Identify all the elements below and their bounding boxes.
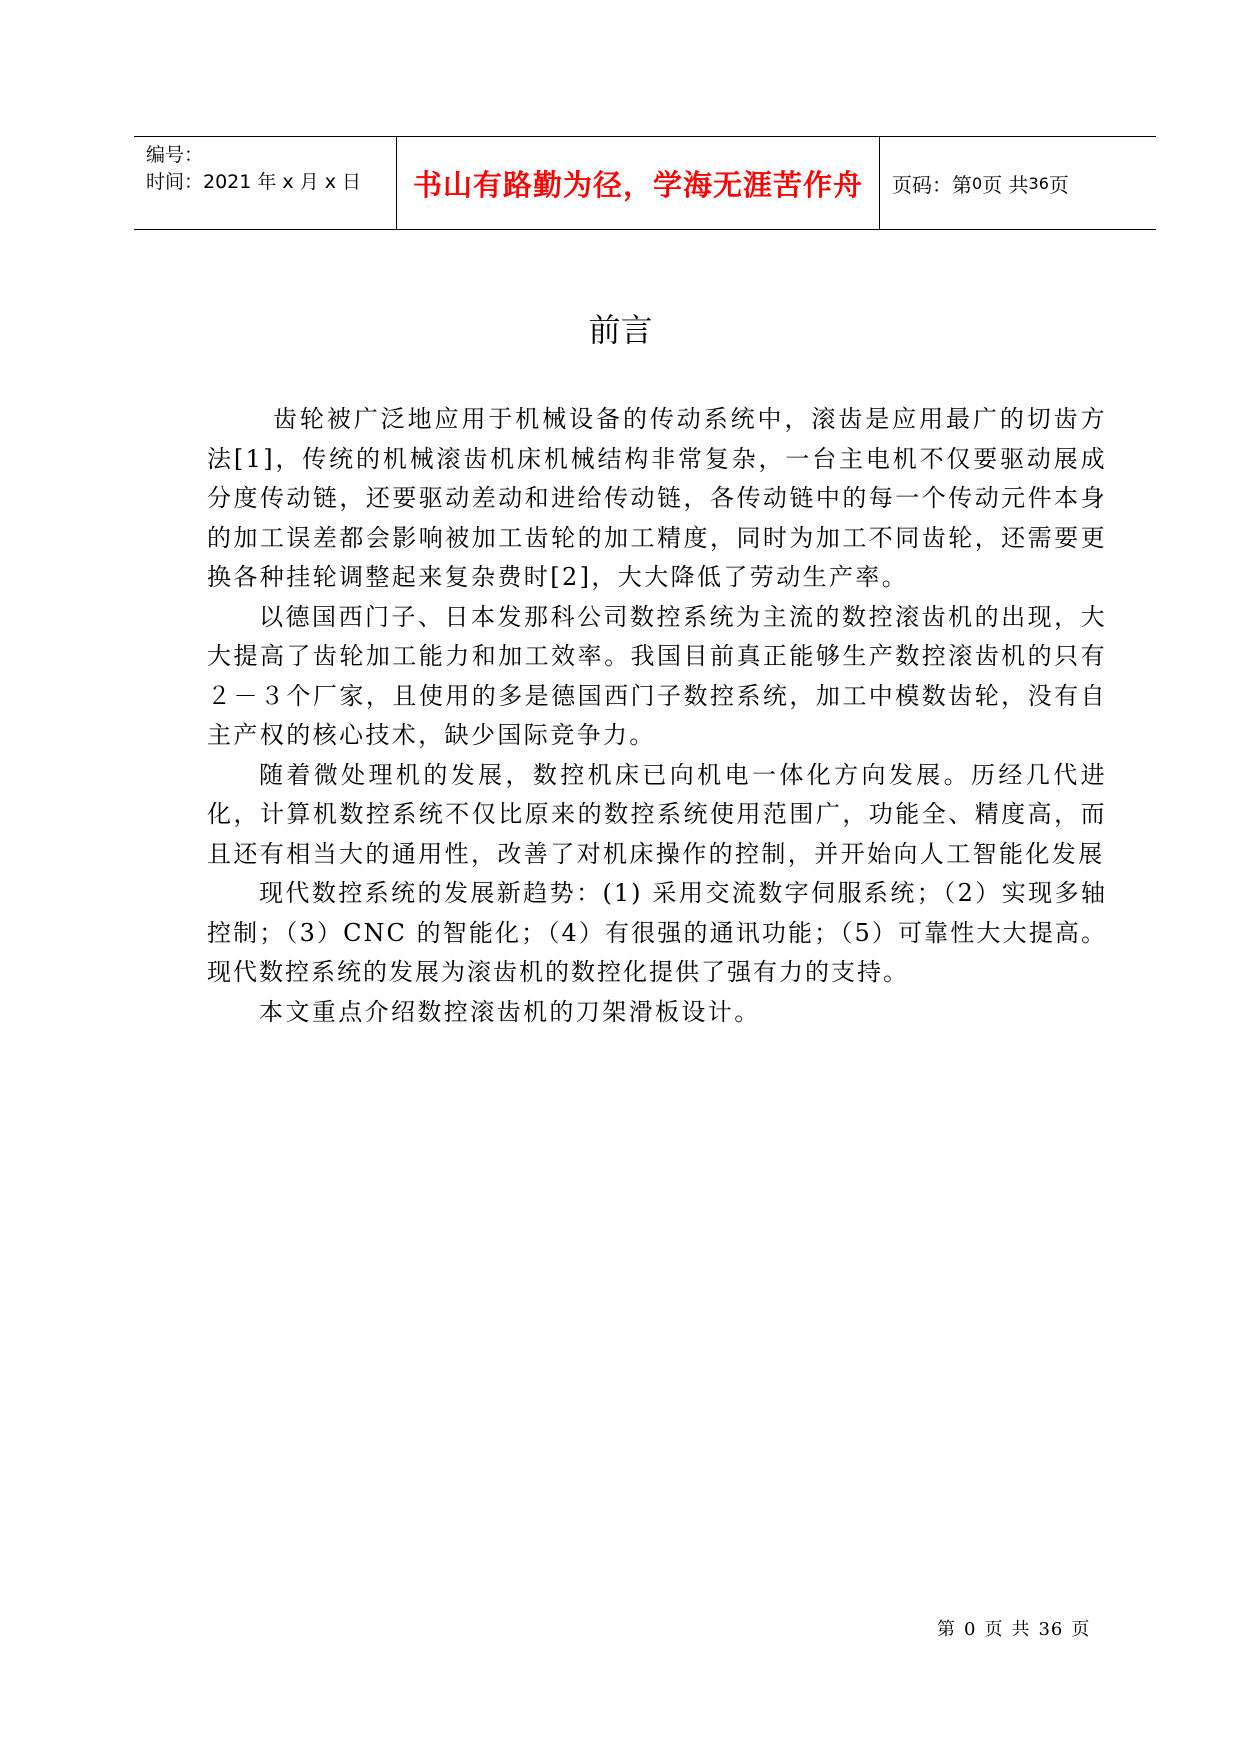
- page-number: 0: [972, 173, 983, 193]
- footer-page-number: 0: [964, 1619, 977, 1640]
- motto: 书山有路勤为径，学海无涯苦作舟: [397, 137, 880, 229]
- page-prefix: 页码：第: [892, 172, 972, 197]
- page-mid: 页 共: [982, 172, 1029, 197]
- page-total: 36: [1028, 173, 1049, 193]
- document-header: [134, 136, 1156, 230]
- paragraph: 随着微处理机的发展，数控机床已向机电一体化方向发展。历经几代进化，计算机数控系统不仅比原来的数控系统使用范围广，功能全、精度高，而且还有相当大的通用性，改善了对机床操作的控制，并开始向人工智能化发展: [207, 760, 1107, 868]
- footer-word: 页: [984, 1619, 1004, 1640]
- paragraph: 现代数控系统的发展新趋势：(1) 采用交流数字伺服系统；（2）实现多轴控制；（3）CNC 的智能化；（4）有很强的通讯功能；（5）可靠性大大提高。现代数控系统的发展为滚齿机的数控化提供了强有力的支持。: [207, 879, 1107, 986]
- footer-word: 第: [937, 1619, 956, 1640]
- paragraph: 齿轮被广泛地应用于机械设备的传动系统中，滚齿是应用最广的切齿方法[1]，传统的机械滚齿机床机械结构非常复杂，一台主电机不仅要驱动展成分度传动链，还要驱动差动和进给传动链，各传动链中的每一个传动元件本身的加工误差都会影响被加工齿轮的加工精度，同时为加工不同齿轮，还需要更换各种挂轮调整起来复杂费时[2]，大大降低了劳动生产率。: [207, 405, 1107, 591]
- body-text: [207, 400, 1107, 1032]
- page-title: 前言: [588, 311, 653, 349]
- header-page-info: [880, 137, 1156, 229]
- footer-word: 共: [1011, 1619, 1031, 1640]
- paragraph: 本文重点介绍数控滚齿机的刀架滑板设计。: [259, 997, 761, 1026]
- paragraph: 以德国西门子、日本发那科公司数控系统为主流的数控滚齿机的出现，大大提高了齿轮加工能力和加工效率。我国目前真正能够生产数控滚齿机的只有２－３个厂家，且使用的多是德国西门子数控系统，加工中模数齿轮，没有自主产权的核心技术，缺少国际竞争力。: [207, 602, 1107, 749]
- time-label: 时间：2021 年 x 月 x 日: [146, 171, 362, 193]
- page-suffix: 页: [1048, 172, 1069, 197]
- footer-word: 页: [1071, 1619, 1091, 1640]
- footer-page-total: 36: [1038, 1619, 1064, 1640]
- number-label: 编号：: [146, 144, 204, 166]
- page-footer: [937, 1615, 1098, 1641]
- header-meta: [134, 137, 397, 229]
